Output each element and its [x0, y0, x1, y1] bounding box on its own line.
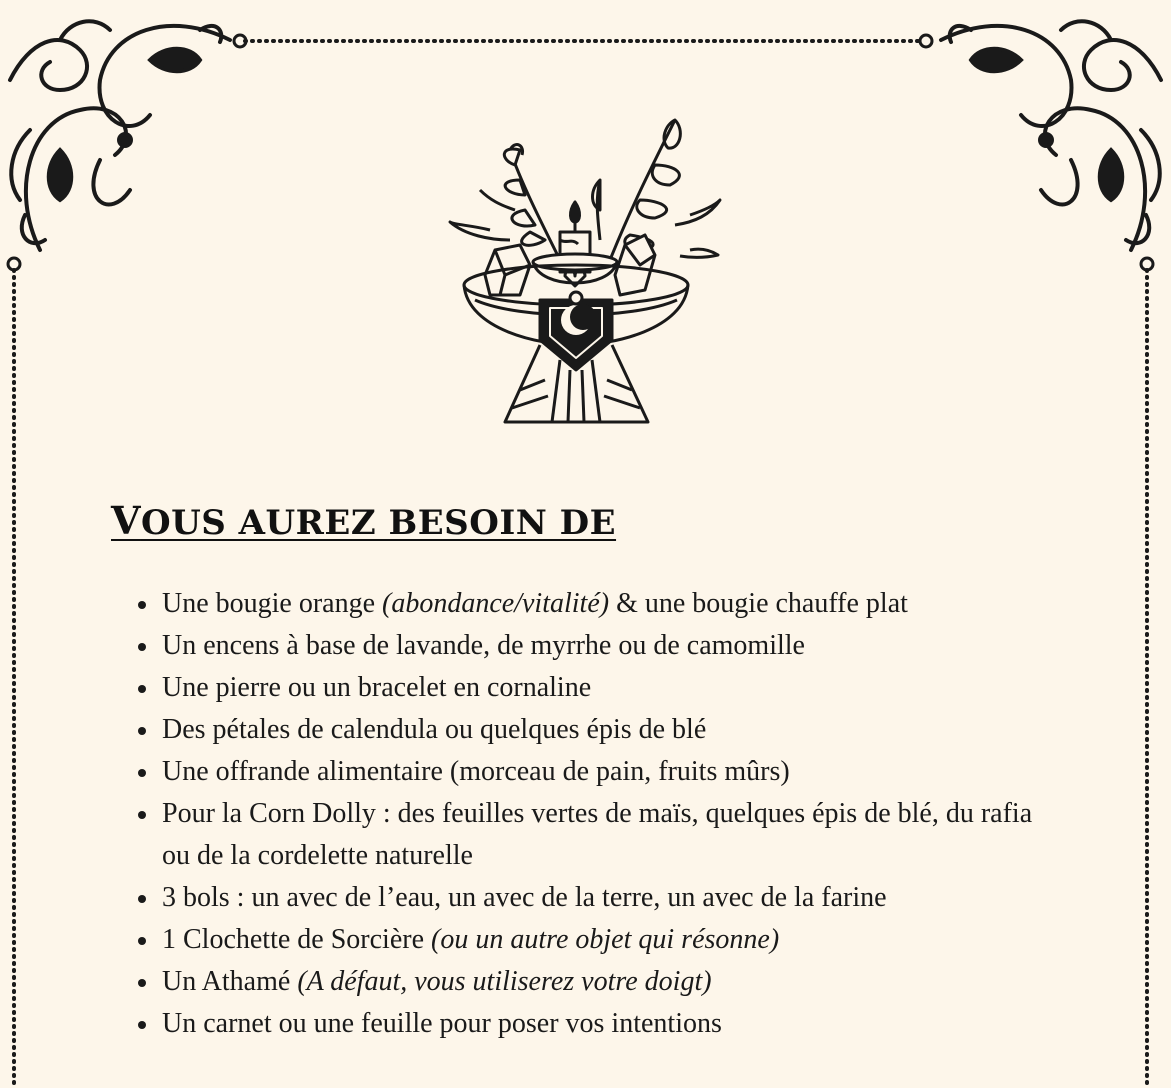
item-text: Un Athamé: [162, 966, 298, 997]
list-item: [162, 583, 1062, 625]
item-text: Une pierre ou un bracelet en cornaline: [162, 672, 592, 703]
list-item: [162, 877, 1062, 919]
list-item: [162, 709, 1062, 751]
list-item: [162, 667, 1062, 709]
list-item: [162, 793, 1062, 877]
heading-first-letter: V: [111, 498, 141, 543]
item-note: (A défaut, vous utiliserez votre doigt): [297, 966, 712, 997]
item-text: Un encens à base de lavande, de myrrhe ou de camomille: [162, 630, 805, 661]
item-text: Un carnet ou une feuille pour poser vos intentions: [162, 1008, 722, 1039]
list-item: [162, 751, 1062, 793]
supplies-list: [162, 583, 1062, 1045]
list-item: [162, 919, 1062, 961]
item-text: 1 Clochette de Sorcière: [162, 924, 432, 955]
section-heading: [111, 498, 616, 543]
item-text-after: & une bougie chauffe plat: [609, 588, 908, 619]
item-text: Une bougie orange: [162, 588, 383, 619]
item-text: Des pétales de calendula ou quelques épis de blé: [162, 714, 707, 745]
list-item: [162, 1003, 1062, 1045]
item-note: (ou un autre objet qui résonne): [431, 924, 780, 955]
item-text: 3 bols : un avec de l’eau, un avec de la terre, un avec de la farine: [162, 882, 887, 913]
item-text: Pour la Corn Dolly : des feuilles vertes de maïs, quelques épis de blé, du rafia ou de la cordelette naturelle: [162, 798, 1033, 871]
item-text: Une offrande alimentaire (morceau de pain, fruits mûrs): [162, 756, 790, 787]
list-item: [162, 961, 1062, 1003]
list-item: [162, 625, 1062, 667]
heading-rest: OUS AUREZ BESOIN DE: [140, 503, 617, 543]
item-note: (abondance/vitalité): [382, 588, 610, 619]
